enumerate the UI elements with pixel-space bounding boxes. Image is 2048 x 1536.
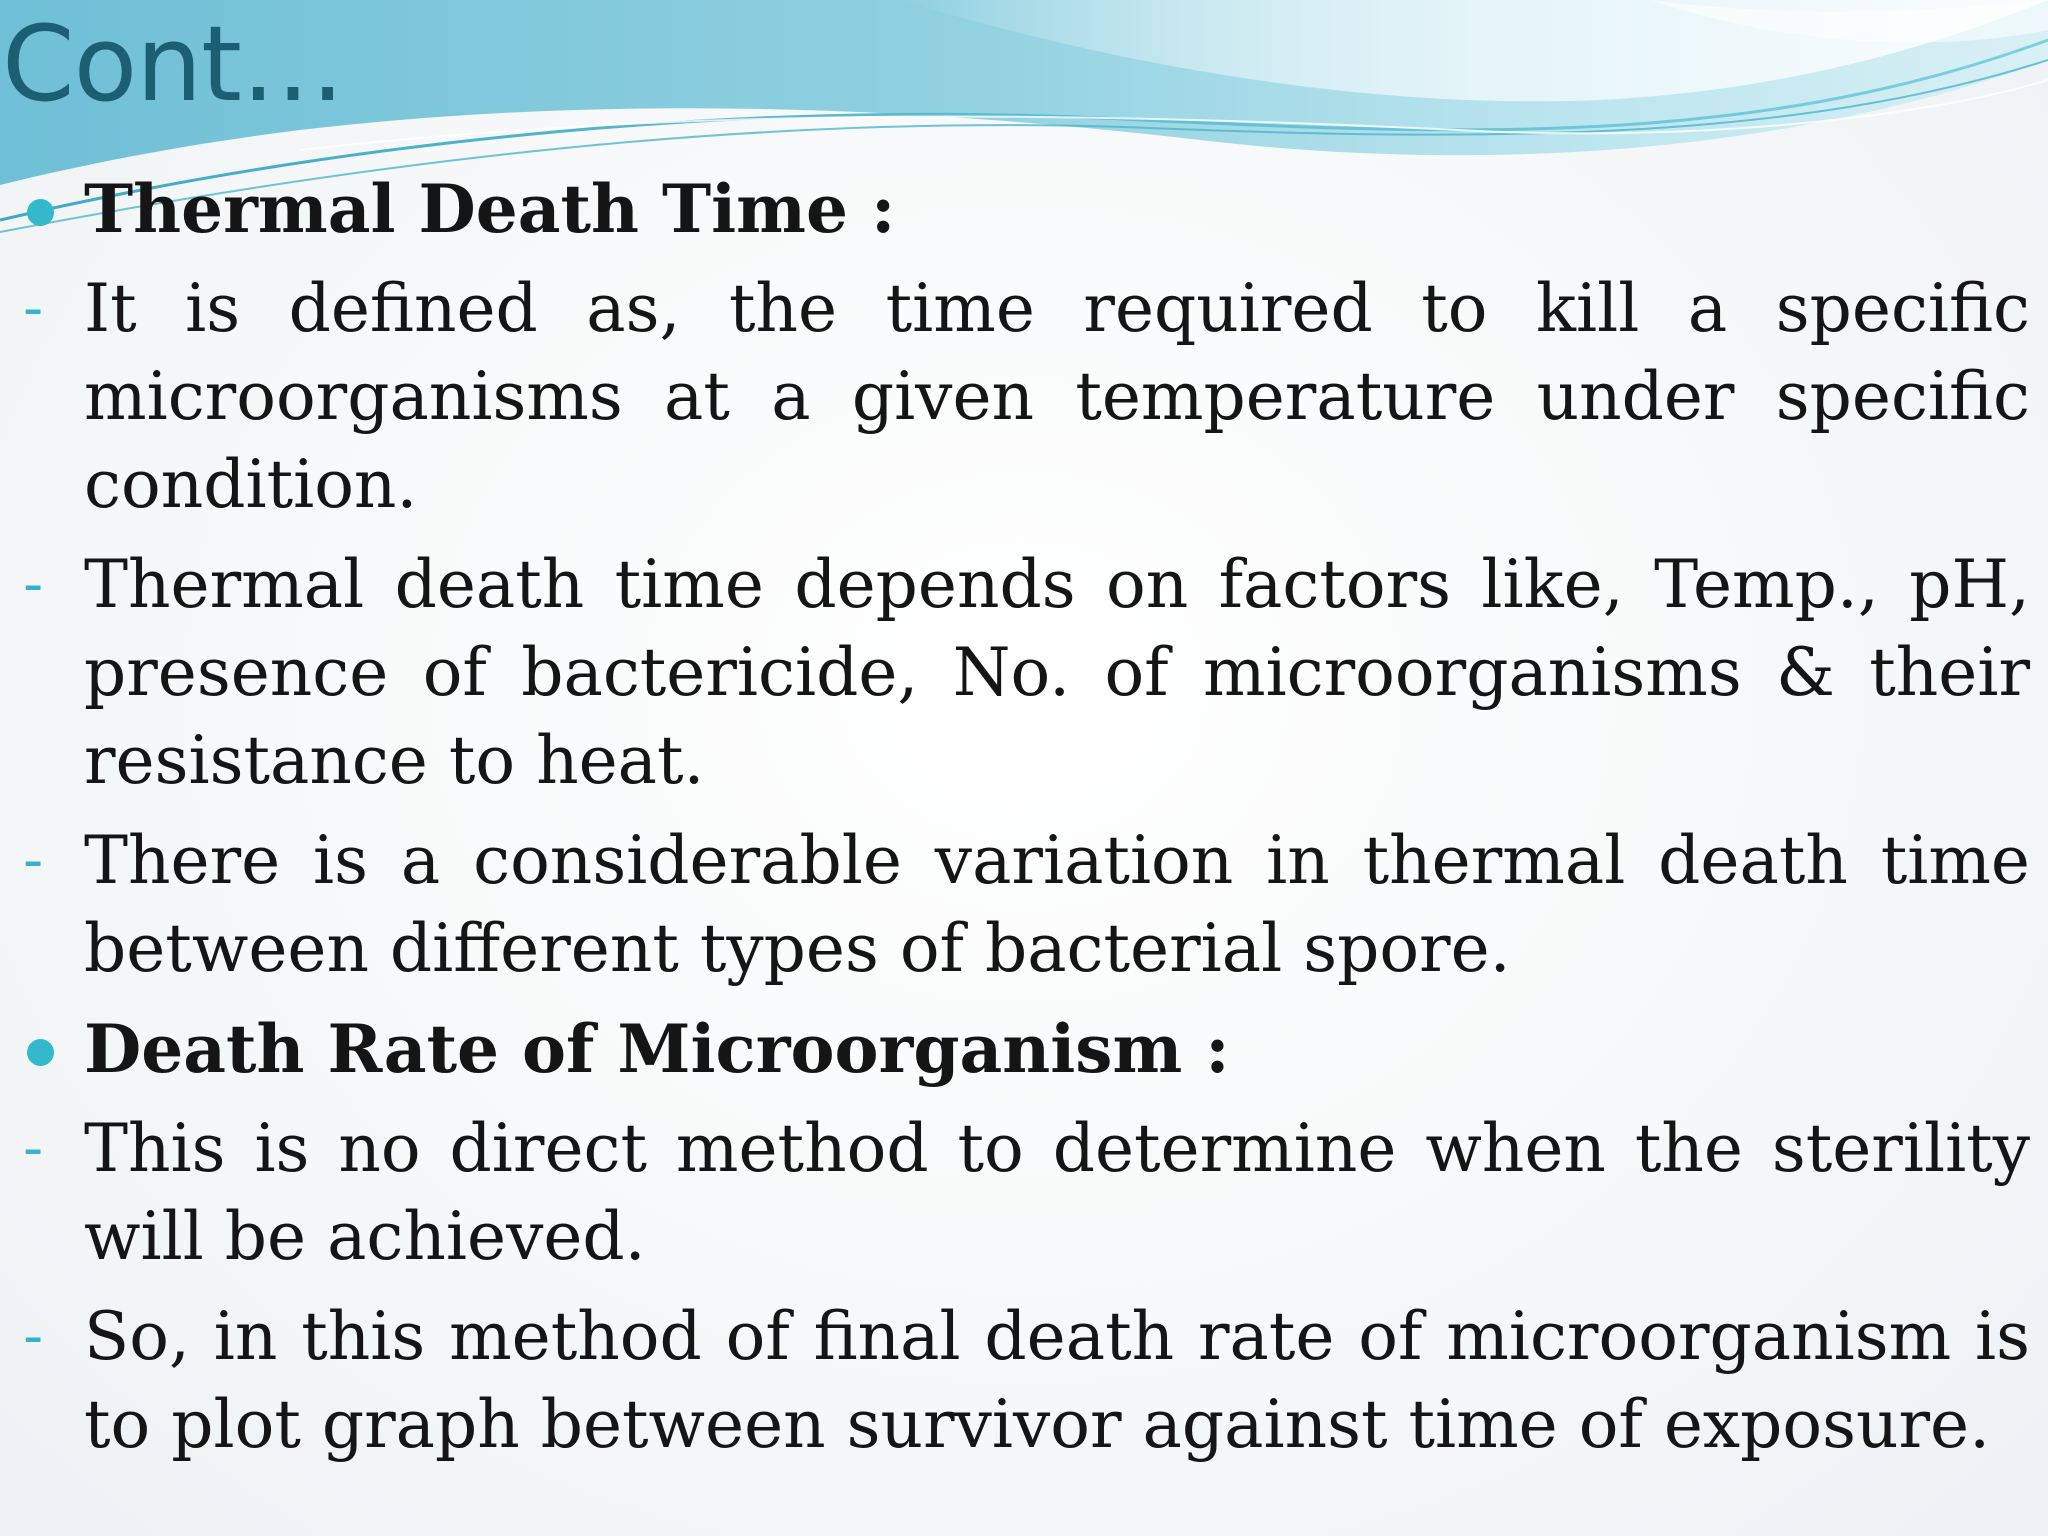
point-definition <box>0 265 2030 529</box>
slide-title: Cont… <box>2 3 344 125</box>
section-heading-death-rate <box>0 1005 2030 1093</box>
heading-text: Thermal Death Time : <box>84 170 896 248</box>
point-text: There is a considerable variation in thermal death time between different types of bacterial spore. <box>84 822 2030 987</box>
point-text: Thermal death time depends on factors like, Temp., pH, presence of bactericide, No. of microorganisms & their resistance to heat. <box>84 546 2030 799</box>
dash-marker: - <box>23 552 44 617</box>
point-text: So, in this method of final death rate of microorganism is to plot graph between survivor against time of exposure. <box>84 1298 2030 1463</box>
slide-content <box>0 165 2030 1469</box>
point-factors <box>0 541 2030 805</box>
dash-marker: - <box>23 276 44 341</box>
dash-marker: - <box>23 1304 44 1369</box>
point-variation <box>0 817 2030 993</box>
dash-marker: - <box>23 828 44 893</box>
point-plot-graph <box>0 1293 2030 1469</box>
point-text: This is no direct method to determine when the sterility will be achieved. <box>84 1110 2030 1275</box>
point-text: It is defined as, the time required to kill a specific microorganisms at a given temperature under specific condition. <box>84 270 2030 523</box>
heading-text: Death Rate of Microorganism : <box>84 1010 1230 1088</box>
section-heading-thermal-death-time <box>0 165 2030 253</box>
bullet-dot-icon <box>27 199 54 226</box>
bullet-dot-icon <box>27 1039 54 1066</box>
dash-marker: - <box>23 1116 44 1181</box>
point-no-direct-method <box>0 1105 2030 1281</box>
